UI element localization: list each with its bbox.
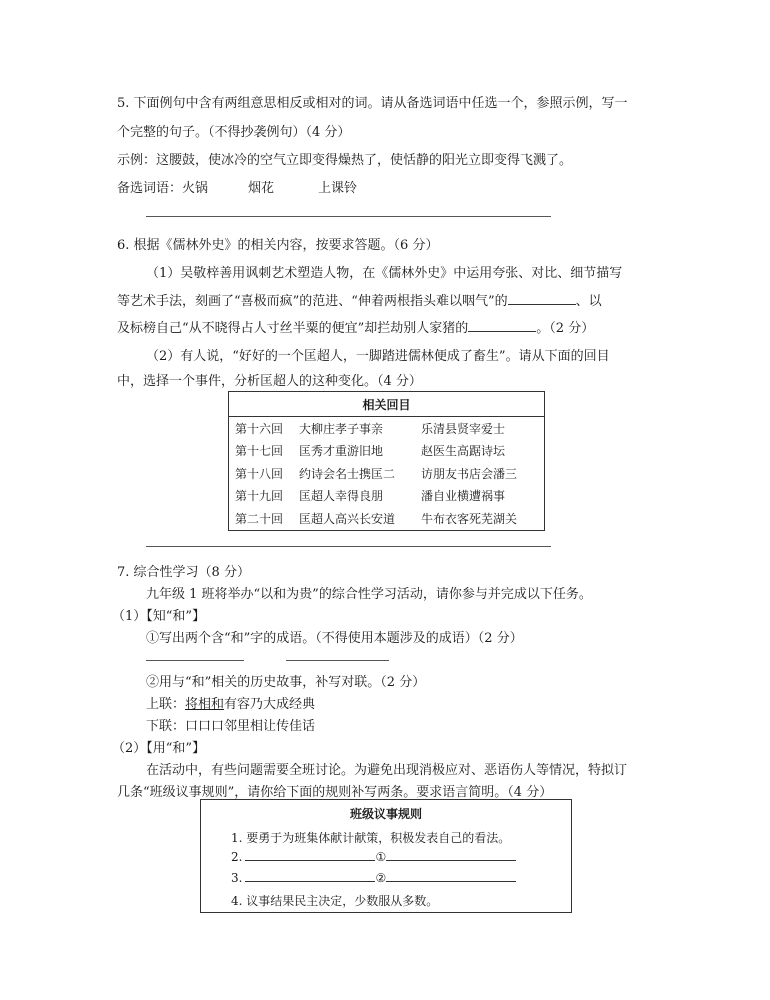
q6-p2-line2: 中，选择一个事件，分析匡超人的这种变化。（4 分）: [117, 374, 422, 389]
rule-2-blank[interactable]: [245, 859, 375, 861]
rule-2-blank-b[interactable]: [386, 859, 516, 861]
rule-2: 2. ①: [231, 850, 516, 864]
couplet-lower: 下联：口口口邻里相让传佳话: [146, 719, 316, 734]
q7-part2: （2）【用“和”】: [112, 741, 206, 756]
q6-blank-2[interactable]: [468, 330, 536, 332]
q6-p2-line1: （2）有人说，“好好的一个匡超人，一脚踏进儒林便成了畜生”。请从下面的回目: [146, 349, 610, 364]
q5-options: [117, 177, 357, 196]
q7-intro: 九年级 1 班将举办“以和为贵”的综合性学习活动，请你参与并完成以下任务。: [146, 587, 592, 602]
q5-example: 示例：这腰鼓，使冰冷的空气立即变得燥热了，使恬静的阳光立即变得飞溅了。: [117, 153, 573, 168]
q6-blank-1[interactable]: [508, 303, 576, 305]
idiom-answer-line-1[interactable]: [146, 660, 244, 661]
rule-4: 4. 议事结果民主决定，少数服从多数。: [231, 894, 439, 908]
rule-3-blank[interactable]: [245, 880, 375, 882]
chapter-table-header: 相关回目: [229, 392, 545, 417]
q6-title: 6. 根据《儒林外史》的相关内容，按要求答题。（6 分）: [117, 238, 439, 253]
q7-title: 7. 综合性学习（8 分）: [117, 565, 250, 580]
table-row: 第十六回 大柳庄孝子事亲 乐清县贤宰爱士: [235, 421, 506, 436]
rule-1: 1. 要勇于为班集体献计献策，积极发表自己的看法。: [231, 831, 511, 845]
q6-p1-line2: 等艺术手法，刻画了“喜极而疯”的范进、“伸着两根指头难以咽气”的 、以: [117, 294, 602, 309]
q5-line1: 5. 下面例句中含有两组意思相反或相对的词。请从备选词语中任选一个，参照示例，写一: [117, 96, 628, 111]
table-row: 第十九回 匡超人幸得良朋 潘自业横遭祸事: [235, 489, 506, 504]
q7-part1: （1）【知“和”】: [112, 609, 206, 624]
q5-option: 上课铃: [318, 181, 358, 196]
q6-p1-line1: （1）吴敬梓善用讽刺艺术塑造人物，在《儒林外史》中运用夸张、对比、细节描写: [146, 266, 623, 281]
q6-p1-line3: 及标榜自己“从不晓得占人寸丝半粟的便宜”却拦劫别人家猪的 。（2 分）: [117, 321, 595, 336]
q7-task1: ①写出两个含“和”字的成语。（不得使用本题涉及的成语）（2 分）: [146, 631, 523, 646]
q6-answer-line[interactable]: [146, 546, 551, 547]
rules-title: 班级议事规则: [349, 807, 422, 821]
couplet-upper: 上联：将相和有容乃大成经典: [146, 697, 316, 712]
q7-task2: ②用与“和”相关的历史故事，补写对联。（2 分）: [146, 675, 426, 690]
table-row: 第十七回 匡秀才重游旧地 赵医生高踞诗坛: [235, 444, 506, 459]
q5-option: 烟花: [248, 181, 275, 196]
couplet-underlined: 将相和: [185, 697, 225, 712]
chapter-table: [228, 391, 545, 531]
q7-p2-line1: 在活动中，有些问题需要全班讨论。为避免出现消极应对、恶语伤人等情况，特拟订: [146, 763, 628, 778]
q5-answer-line[interactable]: [146, 216, 551, 217]
q5-options-label: 备选词语：: [117, 181, 183, 196]
q5-line2: 个完整的句子。（不得抄袭例句）（4 分）: [117, 125, 351, 140]
rule-3: 3. ②: [231, 871, 516, 885]
q5-option: 火锅: [182, 181, 209, 196]
rule-3-blank-b[interactable]: [386, 880, 516, 882]
table-row: 第十八回 约诗会名士携匡二 访朋友书店会潘三: [235, 466, 518, 481]
rules-box: [200, 799, 572, 913]
table-row: 第二十回 匡超人高兴长安道 牛布衣客死芜湖关: [235, 511, 518, 526]
idiom-answer-line-2[interactable]: [286, 660, 389, 661]
q7-p2-line2: 几条“班级议事规则”，请你给下面的规则补写两条。要求语言简明。（4 分）: [117, 785, 553, 800]
